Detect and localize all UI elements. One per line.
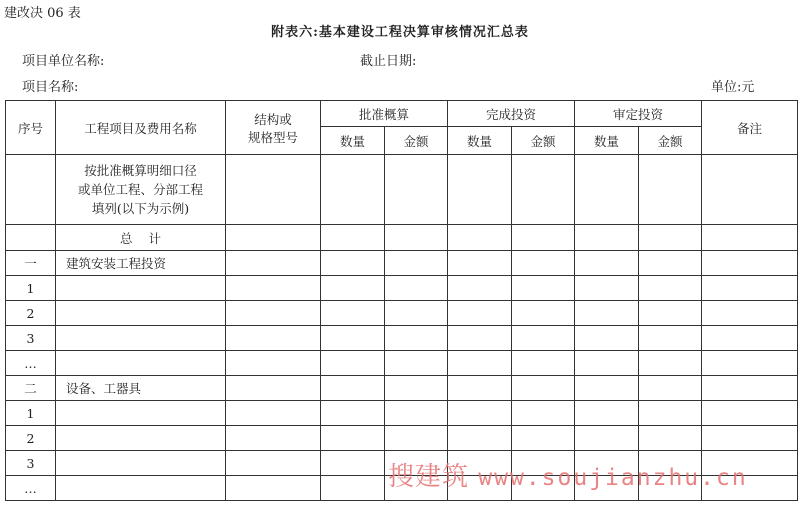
header-quantity: 数量 <box>321 127 385 155</box>
instruction-line: 按批准概算明细口径 <box>84 163 197 178</box>
header-quantity: 数量 <box>448 127 512 155</box>
section-seq: 一 <box>6 251 56 276</box>
header-spec-line1: 结构或 <box>254 111 292 127</box>
instruction-line: 填列(以下为示例) <box>91 201 190 216</box>
header-seq: 序号 <box>6 101 56 155</box>
header-audited-investment: 审定投资 <box>575 101 702 127</box>
header-amount: 金额 <box>512 127 575 155</box>
table-row <box>6 326 798 351</box>
row-seq: … <box>6 476 56 501</box>
row-seq: 1 <box>6 401 56 426</box>
header-remarks: 备注 <box>702 101 798 155</box>
header-quantity: 数量 <box>575 127 639 155</box>
instruction-line: 或单位工程、分部工程 <box>77 182 203 197</box>
row-seq: … <box>6 351 56 376</box>
instruction-cell <box>56 155 226 225</box>
row-seq: 2 <box>6 301 56 326</box>
table-row <box>6 351 798 376</box>
section-name: 建筑安装工程投资 <box>56 251 226 276</box>
header-amount: 金额 <box>639 127 702 155</box>
row-seq: 2 <box>6 426 56 451</box>
cutoff-date-label: 截止日期: <box>360 54 417 69</box>
summary-table <box>5 100 798 501</box>
table-row <box>6 276 798 301</box>
watermark-cn: 搜建筑 <box>388 462 470 492</box>
table-row <box>6 301 798 326</box>
page-title: 附表六:基本建设工程决算审核情况汇总表 <box>271 25 529 40</box>
total-label: 总 计 <box>56 225 226 251</box>
project-name-label: 项目名称: <box>22 80 79 95</box>
header-spec-line2: 规格型号 <box>247 129 298 145</box>
table-row <box>6 401 798 426</box>
header-item-name: 工程项目及费用名称 <box>56 101 226 155</box>
currency-unit: 单位:元 <box>711 80 755 95</box>
row-seq: 3 <box>6 451 56 476</box>
header-completed-investment: 完成投资 <box>448 101 575 127</box>
section-name: 设备、工器具 <box>56 376 226 401</box>
unit-name-label: 项目单位名称: <box>22 54 105 69</box>
section-row <box>6 376 798 401</box>
table-row <box>6 426 798 451</box>
header-amount: 金额 <box>385 127 448 155</box>
row-seq: 3 <box>6 326 56 351</box>
header-approved-budget: 批准概算 <box>321 101 448 127</box>
watermark <box>388 456 748 493</box>
form-code: 建改决 06 表 <box>4 6 81 21</box>
header-spec <box>226 101 321 155</box>
section-row <box>6 251 798 276</box>
row-seq: 1 <box>6 276 56 301</box>
watermark-url: www.soujianzhu.cn <box>478 465 748 491</box>
section-seq: 二 <box>6 376 56 401</box>
